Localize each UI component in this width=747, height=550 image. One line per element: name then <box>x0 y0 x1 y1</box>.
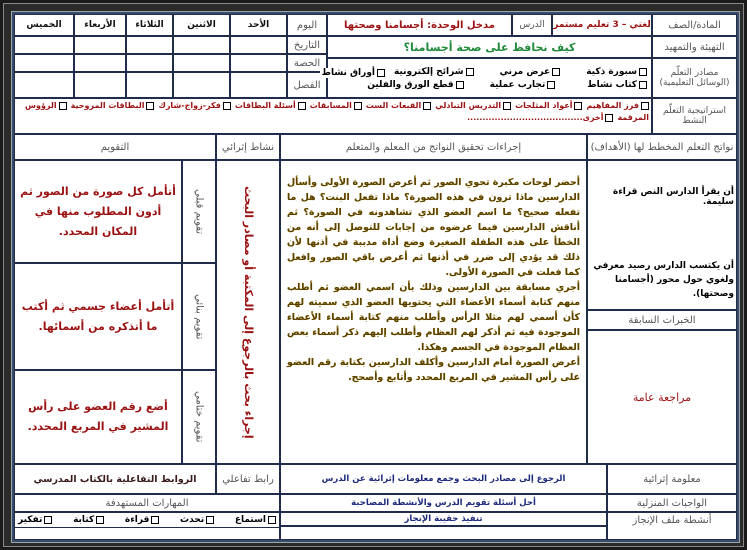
homework-label: الواجبات المنزلية <box>607 494 737 512</box>
date-wednesday[interactable] <box>74 36 126 54</box>
period-sunday[interactable] <box>230 54 287 72</box>
date-thursday[interactable] <box>14 36 74 54</box>
checkbox-icon[interactable] <box>456 81 464 89</box>
period-thursday[interactable] <box>14 54 74 72</box>
checkbox-icon[interactable] <box>574 102 582 110</box>
resource-paper-cork[interactable]: قطع الورق والفلين <box>367 80 463 90</box>
date-monday[interactable] <box>173 36 230 54</box>
strategy-competitions[interactable]: المسابقات <box>310 101 362 110</box>
strategy-six-hats[interactable]: القبعات الست <box>366 101 431 110</box>
strategy-fan-cards[interactable]: البطاقات المروحية <box>71 101 155 110</box>
outcomes-header: نواتج التعلم المخطط لها (الأهداف) <box>587 134 737 160</box>
checkbox-icon[interactable] <box>96 516 104 524</box>
day-wednesday: الأربعاء <box>74 14 126 36</box>
procedure-2: أجري مسابقة بين الدارسين وذلك بأن اسمي العضو ثم أطلب منهم كتابة أسماء الأعضاء التي يحتويها العضو الذي سميته لهم كأن أسمي لهم مثلا الرأس وأطلب منهم كتابة أسماء الأعضاء الموجودة فيه ثم أذكر لهم العظام وأطلب إليهم ذكر أسماء بعض العظام الموجودة في الجسم وهكذا. <box>287 282 580 353</box>
strategy-concept-sort[interactable]: فرز المفاهيم <box>586 101 649 110</box>
eval-text-formative[interactable]: أتأمل أعضاء جسمي ثم أكتب ما أتذكره من أسمائها. <box>14 263 182 370</box>
skill-reading[interactable]: قراءة <box>125 515 160 525</box>
intro-label: التهيئة والتمهيد <box>652 36 737 58</box>
checkbox-icon[interactable] <box>223 102 231 110</box>
strategy-label-line2: النشط <box>682 116 707 126</box>
homework-value[interactable]: أحل أسئلة تقويم الدرس والأنشطة المصاحبة <box>280 494 607 512</box>
checkbox-icon[interactable] <box>547 81 555 89</box>
resource-slides[interactable]: شرائح إلكترونية <box>394 67 474 77</box>
lesson-label: الدرس <box>512 14 552 36</box>
skill-thinking[interactable]: تفكير <box>18 515 52 525</box>
skills-options <box>14 512 280 528</box>
strategy-reciprocal[interactable]: التدريس التبادلي <box>435 101 511 110</box>
skills-blank <box>14 528 280 540</box>
eval-type-formative: تقويم بنائي <box>182 263 216 370</box>
checkbox-icon[interactable] <box>639 68 647 76</box>
enrich-info-label: معلومة إثرائية <box>607 464 737 494</box>
subject-value[interactable]: لغتي – 3 تعليم مستمر <box>552 14 652 36</box>
day-tuesday: الثلاثاء <box>126 14 173 36</box>
procedures-header: إجراءات تحقيق النواتج من المعلم والمتعلم <box>280 134 587 160</box>
interactive-link-value[interactable]: الروابط التفاعلية بالكتاب المدرسي <box>14 464 216 494</box>
resource-activity-book[interactable]: كتاب نشاط <box>587 80 647 90</box>
class-monday[interactable] <box>173 72 230 98</box>
resources-label-line1: مصادر التعلّم <box>670 68 719 78</box>
procedure-1: أحضر لوحات مكبرة تحوي الصور ثم أعرض الصورة الأولى وأسأل الدارسين ماذا ترون في هذه الصورة؟ ماذا تفعل البنت؟ هل ما تفعله صحيح؟ ما اسم العضو الذي تشاهدونه في الصورة؟ ثم أناقش الدارسين فيما عرضوه من إجابات للتوصل إلى أنه من الخطأ على هذه الطفلة الصغيرة وضع أداة مدببة في أذنها لأن ذلك قد يؤدي إلى ضرر في أذنها ثم أعرض باقي الصور وافعل كما فعلت في الصورة الأولى. <box>287 177 580 278</box>
prior-knowledge-label: الخبرات السابقة <box>587 310 737 330</box>
checkbox-icon[interactable] <box>377 69 385 77</box>
skill-listening[interactable]: استماع <box>235 515 276 525</box>
checkbox-icon[interactable] <box>641 102 649 110</box>
enrichment-activity-text: إجراء بحث بالرجوع إلى المكتبة أو مصادر البحث <box>242 185 255 439</box>
resource-visual-display[interactable]: عرض مرني <box>500 67 561 77</box>
procedures-cell <box>280 160 587 464</box>
eval-text-pre[interactable]: أتأمل كل صورة من الصور ثم أدون المطلوب منها في المكان المحدد. <box>14 160 182 263</box>
class-sunday[interactable] <box>230 72 287 98</box>
checkbox-icon[interactable] <box>44 516 52 524</box>
date-tuesday[interactable] <box>126 36 173 54</box>
portfolio-blank <box>280 526 607 540</box>
period-wednesday[interactable] <box>74 54 126 72</box>
strategy-numbered: المرقمة <box>617 113 649 122</box>
checkbox-icon[interactable] <box>466 68 474 76</box>
checkbox-icon[interactable] <box>298 102 306 110</box>
skills-label: المهارات المستهدفة <box>14 494 280 512</box>
interactive-link-label: رابط تفاعلي <box>216 464 280 494</box>
date-label: التاريخ <box>287 36 327 54</box>
eval-type-pre: تقويم قبلي <box>182 160 216 263</box>
checkbox-icon[interactable] <box>146 102 154 110</box>
eval-text-summative[interactable]: أضع رقم العضو على رأس المشير في المربع المحدد. <box>14 370 182 464</box>
lesson-value[interactable]: مدخل الوحدة: أجسامنا وصحتها <box>327 14 512 36</box>
outcome-2: أن يكتسب الدارس رصيد معرفي ولغوي حول محور (أجسامنا وصحتها). <box>593 261 734 299</box>
evaluation-header: التقويم <box>14 134 216 160</box>
lesson-plan-sheet <box>12 12 739 542</box>
checkbox-icon[interactable] <box>605 114 613 122</box>
checkbox-icon[interactable] <box>59 102 67 110</box>
checkbox-icon[interactable] <box>639 81 647 89</box>
strategy-ice-sticks[interactable]: أعواد المثلجات <box>515 101 582 110</box>
day-label: اليوم <box>287 14 327 36</box>
class-wednesday[interactable] <box>74 72 126 98</box>
checkbox-icon[interactable] <box>268 516 276 524</box>
resources-label-line2: (الوسائل التعليمية) <box>659 78 730 88</box>
intro-value[interactable]: كيف نحافظ على صحة أجسامنا؟ <box>327 36 652 58</box>
day-sunday: الأحد <box>230 14 287 36</box>
skill-speaking[interactable]: تحدث <box>180 515 214 525</box>
resources-options <box>327 58 652 98</box>
period-tuesday[interactable] <box>126 54 173 72</box>
class-label: الفصل <box>287 72 327 98</box>
period-monday[interactable] <box>173 54 230 72</box>
strategy-think-pair-share[interactable]: فكر-زواج-شارك <box>158 101 230 110</box>
strategy-options <box>14 98 652 134</box>
checkbox-icon[interactable] <box>206 516 214 524</box>
checkbox-icon[interactable] <box>151 516 159 524</box>
subject-label: المادة/الصف <box>652 14 737 36</box>
portfolio-label: أنشطة ملف الإنجاز <box>607 512 737 540</box>
resources-label <box>652 58 737 98</box>
enrich-info-value[interactable]: الرجوع إلى مصادر البحث وجمع معلومات إثرائية عن الدرس <box>280 464 607 494</box>
prior-knowledge-value[interactable]: مراجعة عامة <box>587 330 737 464</box>
strategy-numbered-heads[interactable]: الرؤوس <box>25 101 67 110</box>
checkbox-icon[interactable] <box>423 102 431 110</box>
enrichment-activity-cell[interactable] <box>216 160 280 464</box>
eval-type-summative: تقويم ختامي <box>182 370 216 464</box>
strategy-label <box>652 98 737 134</box>
resource-experiments[interactable]: تجارب عملية <box>490 80 556 90</box>
enrichment-header: نشاط إثرائي <box>216 134 280 160</box>
class-thursday[interactable] <box>14 72 74 98</box>
outcomes-cell <box>587 160 737 310</box>
day-thursday: الخميس <box>14 14 74 36</box>
day-monday: الاثنين <box>173 14 230 36</box>
strategy-card-questions[interactable]: أسئلة البطاقات <box>235 101 306 110</box>
checkbox-icon[interactable] <box>354 102 362 110</box>
checkbox-icon[interactable] <box>552 68 560 76</box>
portfolio-value[interactable]: تنفيذ حقيبة الإنجاز <box>280 512 607 526</box>
procedure-3: أعرض الصورة أمام الدارسين وأكلف الدارسين بكتابة رقم العضو على رأس المشير في المربع المحدد وأتابع وأصحح. <box>287 357 580 383</box>
resource-worksheets-option[interactable]: أوراق نشاط <box>320 68 387 78</box>
class-tuesday[interactable] <box>126 72 173 98</box>
outcome-1: أن يقرأ الدارس النص قراءة سليمة. <box>612 187 734 207</box>
checkbox-icon[interactable] <box>503 102 511 110</box>
outer-frame <box>3 3 744 547</box>
date-sunday[interactable] <box>230 36 287 54</box>
strategy-label-line1: استراتيجية التعلّم <box>663 106 726 116</box>
strategy-other[interactable]: أخرى...................................... <box>467 113 613 122</box>
skill-writing[interactable]: كتابة <box>73 515 104 525</box>
resource-smartboard[interactable]: سبورة ذكية <box>586 67 647 77</box>
period-label: الحصة <box>287 54 327 72</box>
